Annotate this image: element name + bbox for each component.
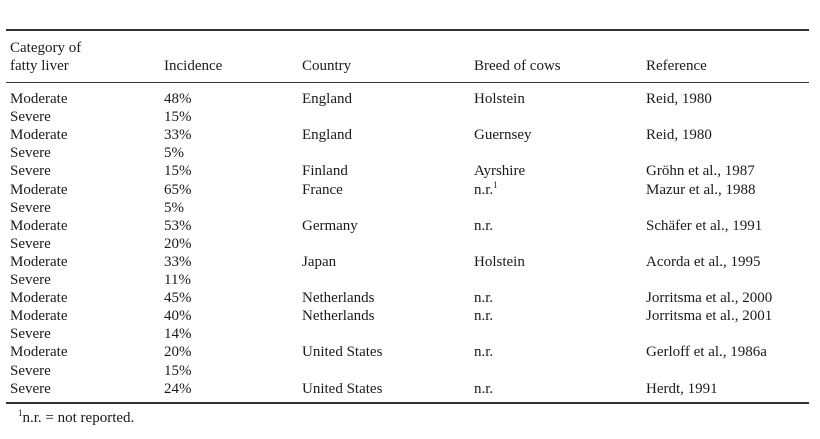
cell-category bbox=[10, 380, 51, 398]
cell-incidence bbox=[164, 144, 184, 162]
cell-country bbox=[302, 289, 374, 307]
cell-country bbox=[302, 126, 352, 144]
cell-incidence-text: 24% bbox=[164, 381, 192, 397]
cell-breed-text: n.r. bbox=[474, 290, 494, 306]
footnote-text: n.r. = not reported. bbox=[22, 410, 135, 426]
cell-category bbox=[10, 307, 67, 325]
cell-reference-text: Jorritsma et al., 2001 bbox=[646, 308, 773, 324]
cell-incidence-text: 15% bbox=[164, 163, 192, 179]
cell-breed-text: Holstein bbox=[474, 91, 525, 107]
cell-incidence-text: 11% bbox=[164, 272, 191, 288]
cell-incidence bbox=[164, 343, 192, 361]
cell-country-text: Japan bbox=[302, 254, 337, 270]
cell-category-text: Severe bbox=[10, 145, 51, 161]
cell-country-text: France bbox=[302, 182, 343, 198]
cell-category bbox=[10, 253, 67, 271]
cell-category bbox=[10, 181, 67, 199]
footnote-marker: 1 bbox=[18, 408, 23, 418]
cell-country bbox=[302, 343, 382, 361]
cell-reference bbox=[646, 126, 712, 144]
cell-incidence bbox=[164, 217, 192, 235]
cell-category-text: Severe bbox=[10, 163, 51, 179]
cell-category bbox=[10, 289, 67, 307]
cell-incidence-text: 45% bbox=[164, 290, 192, 306]
cell-reference-text: Schäfer et al., 1991 bbox=[646, 218, 763, 234]
cell-country bbox=[302, 217, 358, 235]
cell-breed-text: n.r. bbox=[474, 308, 494, 324]
cell-reference bbox=[646, 289, 772, 307]
cell-reference bbox=[646, 162, 755, 180]
header-incidence: Incidence bbox=[164, 58, 223, 74]
header-category-line2: fatty liver bbox=[10, 58, 69, 74]
cell-category bbox=[10, 199, 51, 217]
cell-category-text: Moderate bbox=[10, 344, 68, 360]
cell-category-text: Moderate bbox=[10, 218, 68, 234]
cell-reference-text: Acorda et al., 1995 bbox=[646, 254, 761, 270]
cell-incidence bbox=[164, 181, 192, 199]
cell-reference-text: Gerloff et al., 1986a bbox=[646, 344, 767, 360]
cell-category-text: Severe bbox=[10, 326, 51, 342]
cell-category bbox=[10, 217, 67, 235]
cell-country bbox=[302, 380, 382, 398]
cell-category-text: Severe bbox=[10, 200, 51, 216]
cell-incidence-text: 48% bbox=[164, 91, 192, 107]
cell-breed-text: n.r. bbox=[474, 182, 494, 198]
cell-reference-text: Reid, 1980 bbox=[646, 127, 712, 143]
cell-category bbox=[10, 162, 51, 180]
footnote bbox=[18, 409, 134, 427]
cell-country bbox=[302, 162, 348, 180]
cell-category-text: Moderate bbox=[10, 254, 68, 270]
cell-country-text: Netherlands bbox=[302, 290, 375, 306]
cell-country bbox=[302, 181, 343, 199]
cell-incidence-text: 40% bbox=[164, 308, 192, 324]
cell-incidence-text: 5% bbox=[164, 145, 184, 161]
cell-incidence bbox=[164, 235, 192, 253]
cell-incidence-text: 20% bbox=[164, 236, 192, 252]
cell-country bbox=[302, 90, 352, 108]
cell-reference bbox=[646, 343, 767, 361]
cell-breed bbox=[474, 380, 493, 398]
cell-country bbox=[302, 253, 336, 271]
cell-reference bbox=[646, 90, 712, 108]
cell-category bbox=[10, 144, 51, 162]
table-bottom-rule bbox=[6, 402, 809, 404]
cell-category-text: Moderate bbox=[10, 91, 68, 107]
cell-category-text: Severe bbox=[10, 381, 51, 397]
cell-breed bbox=[474, 253, 525, 271]
cell-breed bbox=[474, 162, 525, 180]
cell-breed-text: Guernsey bbox=[474, 127, 532, 143]
cell-category-text: Severe bbox=[10, 363, 51, 379]
cell-breed bbox=[474, 90, 525, 108]
header-country: Country bbox=[302, 58, 352, 74]
cell-country-text: United States bbox=[302, 344, 383, 360]
cell-category-text: Severe bbox=[10, 109, 51, 125]
table-header-rule bbox=[6, 82, 809, 83]
cell-breed-text: n.r. bbox=[474, 381, 494, 397]
cell-incidence bbox=[164, 271, 191, 289]
cell-incidence-text: 65% bbox=[164, 182, 192, 198]
cell-country bbox=[302, 307, 374, 325]
footnote-ref-marker: 1 bbox=[493, 180, 498, 190]
cell-incidence bbox=[164, 199, 184, 217]
cell-category bbox=[10, 126, 67, 144]
cell-reference bbox=[646, 181, 756, 199]
header-breed: Breed of cows bbox=[474, 58, 561, 74]
cell-category-text: Moderate bbox=[10, 290, 68, 306]
cell-category bbox=[10, 90, 67, 108]
cell-category bbox=[10, 325, 51, 343]
cell-breed-text: Holstein bbox=[474, 254, 525, 270]
cell-breed-text: n.r. bbox=[474, 218, 494, 234]
cell-incidence-text: 53% bbox=[164, 218, 192, 234]
cell-incidence-text: 33% bbox=[164, 254, 192, 270]
cell-breed bbox=[474, 181, 498, 199]
cell-incidence-text: 33% bbox=[164, 127, 192, 143]
cell-incidence bbox=[164, 307, 192, 325]
cell-reference-text: Reid, 1980 bbox=[646, 91, 712, 107]
cell-reference-text: Herdt, 1991 bbox=[646, 381, 718, 397]
cell-reference bbox=[646, 253, 761, 271]
cell-reference bbox=[646, 380, 718, 398]
cell-breed bbox=[474, 307, 493, 325]
cell-category-text: Severe bbox=[10, 236, 51, 252]
cell-country-text: Netherlands bbox=[302, 308, 375, 324]
cell-category-text: Moderate bbox=[10, 127, 68, 143]
cell-country-text: Finland bbox=[302, 163, 348, 179]
cell-category bbox=[10, 362, 51, 380]
cell-incidence bbox=[164, 325, 192, 343]
cell-incidence bbox=[164, 90, 192, 108]
cell-category-text: Severe bbox=[10, 272, 51, 288]
cell-country-text: England bbox=[302, 91, 352, 107]
cell-incidence bbox=[164, 362, 192, 380]
cell-category bbox=[10, 343, 67, 361]
cell-reference-text: Gröhn et al., 1987 bbox=[646, 163, 755, 179]
table-top-rule bbox=[6, 29, 809, 31]
cell-incidence-text: 15% bbox=[164, 109, 192, 125]
cell-category-text: Moderate bbox=[10, 182, 68, 198]
cell-incidence bbox=[164, 126, 192, 144]
cell-reference-text: Mazur et al., 1988 bbox=[646, 182, 756, 198]
cell-category-text: Moderate bbox=[10, 308, 68, 324]
cell-breed bbox=[474, 289, 493, 307]
cell-incidence bbox=[164, 289, 192, 307]
cell-incidence bbox=[164, 380, 192, 398]
cell-incidence-text: 20% bbox=[164, 344, 192, 360]
cell-breed bbox=[474, 126, 531, 144]
cell-incidence bbox=[164, 162, 192, 180]
cell-category bbox=[10, 271, 51, 289]
cell-reference bbox=[646, 307, 772, 325]
cell-incidence-text: 5% bbox=[164, 200, 184, 216]
cell-country-text: England bbox=[302, 127, 352, 143]
cell-reference-text: Jorritsma et al., 2000 bbox=[646, 290, 773, 306]
cell-country-text: United States bbox=[302, 381, 383, 397]
cell-incidence bbox=[164, 253, 192, 271]
cell-category bbox=[10, 108, 51, 126]
cell-reference bbox=[646, 217, 762, 235]
cell-incidence-text: 15% bbox=[164, 363, 192, 379]
cell-breed bbox=[474, 217, 493, 235]
cell-category bbox=[10, 235, 51, 253]
header-category-line1: Category of bbox=[10, 40, 82, 56]
cell-breed-text: Ayrshire bbox=[474, 163, 526, 179]
cell-incidence-text: 14% bbox=[164, 326, 192, 342]
cell-country-text: Germany bbox=[302, 218, 358, 234]
cell-breed-text: n.r. bbox=[474, 344, 494, 360]
cell-breed bbox=[474, 343, 493, 361]
cell-incidence bbox=[164, 108, 192, 126]
header-reference: Reference bbox=[646, 58, 707, 74]
